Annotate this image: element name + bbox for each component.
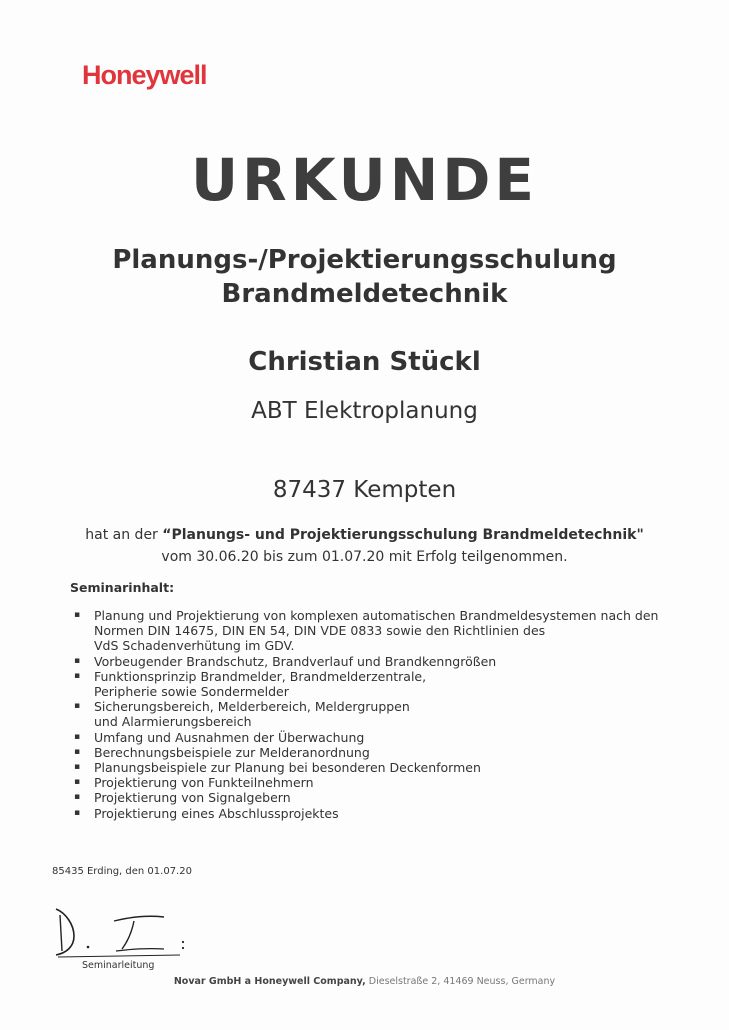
- footer: [0, 976, 729, 987]
- bullet-icon: ▪: [74, 807, 81, 818]
- seminar-item: [72, 760, 692, 775]
- seminar-item-line: Vorbeugender Brandschutz, Brandverlauf und Brandkenngrößen: [94, 653, 497, 669]
- seminar-item-line: Normen DIN 14675, DIN EN 54, DIN VDE 0833 sowie den Richtlinien des: [94, 623, 546, 639]
- recipient-name: Christian Stückl: [248, 347, 481, 377]
- statement-line-1: [0, 524, 729, 546]
- bullet-icon: ▪: [74, 777, 81, 788]
- bullet-icon: ▪: [74, 762, 81, 773]
- seminar-item: [72, 608, 692, 654]
- seminar-item-line: Planungsbeispiele zur Planung bei besonderen Deckenformen: [94, 760, 481, 776]
- honeywell-logo: Honeywell: [82, 60, 207, 90]
- footer-company: Novar GmbH a Honeywell Company,: [173, 976, 366, 987]
- bullet-icon: ▪: [74, 670, 81, 681]
- seminar-item-line: Peripherie sowie Sondermelder: [94, 684, 289, 700]
- recipient-city: 87437 Kempten: [272, 477, 457, 503]
- seminar-item: [72, 806, 692, 821]
- seminar-heading: Seminarinhalt:: [70, 580, 175, 595]
- seminar-item-line: VdS Schadenverhütung im GDV.: [94, 638, 295, 654]
- seminar-item-line: Planung und Projektierung von komplexen automatischen Brandmeldesystemen nach den: [94, 608, 659, 623]
- seminar-item-line: Projektierung von Signalgebern: [94, 790, 291, 806]
- bullet-icon: ▪: [74, 746, 81, 757]
- bullet-icon: ▪: [74, 731, 81, 742]
- seminar-item: [72, 699, 692, 729]
- statement-line-2: vom 30.06.20 bis zum 01.07.20 mit Erfolg teilgenommen.: [161, 549, 568, 565]
- seminar-item: [72, 790, 692, 805]
- participation-statement: [0, 524, 729, 568]
- seminar-item-line: Berechnungsbeispiele zur Melderanordnung: [94, 744, 370, 760]
- seminar-item-line: und Alarmierungsbereich: [94, 714, 252, 730]
- statement-prefix: hat an der: [85, 527, 163, 543]
- bullet-icon: ▪: [74, 701, 81, 712]
- course-title: [0, 243, 729, 311]
- footer-address: Dieselstraße 2, 41469 Neuss, Germany: [365, 976, 556, 987]
- seminar-item-line: Projektierung eines Abschlussprojektes: [94, 805, 339, 821]
- signature-label: Seminarleitung: [82, 960, 155, 971]
- bullet-icon: ▪: [74, 610, 81, 620]
- statement-course: “Planungs- und Projektierungsschulung Brandmeldetechnik": [162, 527, 644, 543]
- seminar-item: [72, 730, 692, 745]
- seminar-item-line: Funktionsprinzip Brandmelder, Brandmelderzentrale,: [94, 668, 427, 684]
- recipient-company: ABT Elektroplanung: [251, 398, 478, 424]
- seminar-item: [72, 654, 692, 669]
- seminar-item-line: Umfang und Ausnahmen der Überwachung: [94, 729, 365, 745]
- seminar-item: [72, 669, 692, 699]
- seminar-item-line: Projektierung von Funkteilnehmern: [94, 775, 314, 791]
- seminar-item: [72, 745, 692, 760]
- signature: [52, 903, 202, 961]
- course-title-line: Planungs-/Projektierungsschulung: [112, 245, 617, 275]
- seminar-item: [72, 775, 692, 790]
- place-date: 85435 Erding, den 01.07.20: [52, 866, 192, 877]
- seminar-content-list: [72, 608, 692, 821]
- seminar-item-line: Sicherungsbereich, Melderbereich, Meldergruppen: [94, 699, 410, 715]
- bullet-icon: ▪: [74, 655, 81, 666]
- course-title-line: Brandmeldetechnik: [221, 279, 508, 309]
- certificate-title: URKUNDE: [190, 146, 539, 214]
- bullet-icon: ▪: [74, 792, 81, 803]
